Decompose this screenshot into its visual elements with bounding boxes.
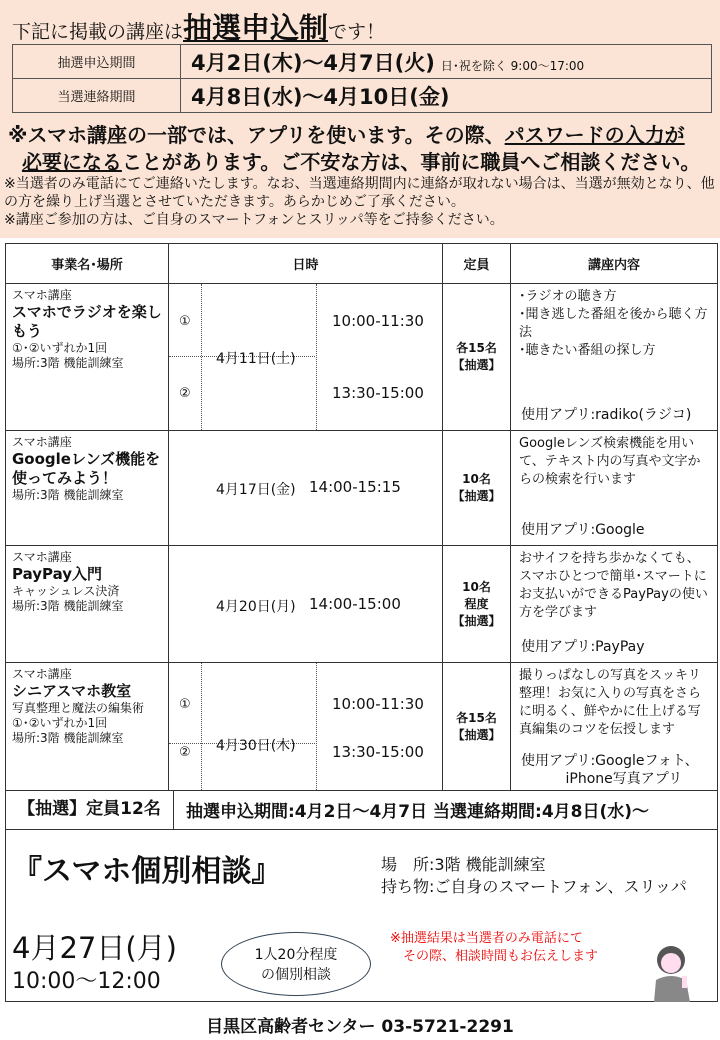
consult-lottery-bar: 【抽選】定員12名 抽選申込期間:4月2日〜4月7日 当選連絡期間:4月8日(水)〜: [5, 790, 718, 830]
table-row: スマホ講座 スマホでラジオを楽しもう ①･②いずれか1回 場所:3階 機能訓練室 ① ② 4月11日(土) 10:00-11:30 13:30-15:00 各15名 【抽選】 ･ラジオの聴き方 ･聞き逃した番組を後から聴く方法 ･聴きたい番組の探し方 使用アプリ:radiko(ラジコ): [6, 284, 718, 431]
period-table: 抽選申込期間 4月2日(木)〜4月7日(火) 日･祝を除く 9:00〜17:00 当選連絡期間 4月8日(水)〜4月10日(金): [12, 44, 712, 113]
password-warning: ※スマホ講座の一部では、アプリを使います。その際、パスワードの入力が 必要になることがあります。ご不安な方は、事前に職員へご相談ください。: [8, 123, 701, 174]
staff-illustration-icon: [646, 940, 696, 1002]
notes: ※当選者のみ電話にてご連絡いたします。なお、当選連絡期間内に連絡が取れない場合は、当選が無効となり、他の方を繰り上げ当選とさせていただきます。あらかじめご了承ください。 ※講座ご参加の方は、ご自身のスマートフォンとスリッパ等をご持参ください。: [4, 176, 715, 228]
table-row: スマホ講座 PayPay入門 キャッシュレス決済 場所:3階 機能訓練室 4月20日(月) 14:00-15:00 10名 程度 【抽選】 おサイフを持ち歩かなくても、スマホひとつで簡単･スマートにお支払いができるPayPayの使い方を学びます 使用アプリ:PayPay: [6, 546, 718, 663]
speech-bubble: 1人20分程度 の個別相談: [221, 932, 371, 996]
header-panel: [0, 0, 720, 238]
consult-title: 『スマホ個別相談』: [12, 854, 282, 889]
course-table: 事業名･場所 日時 定員 講座内容 スマホ講座 スマホでラジオを楽しもう ①･②いずれか1回 場所:3階 機能訓練室 ① ② 4月11日(土) 10:00-11:30 13:30-15:00 各15名 【抽選】 ･ラジオの聴き方 ･聞き逃した番組を後から聴く方法 ･聴きたい番組の探し方 使用アプリ:radiko(ラジコ) スマホ講座 Googleレンズ機能を使ってみよう！ 場所:3階 機能訓練室 4月17日(金) 14:00-15:15 10名 【抽選】 Googleレンズ検索機能を用いて、テキスト内の写真や文字からの検索を行います 使用アプリ:Google スマホ講座 PayPay入門 キャッシュレス決済 場所:3階 機能訓練室 4月20日(月) 14:00-15:00 10名 程度 【抽選】 おサイフを持ち歩かなくても、スマホひとつで簡単･スマートにお支払いができるPayPayの使い方を学びます 使用アプリ:PayPay スマホ講座 シニアスマホ教室 写真整理と魔法の編集術 ①･②いずれか1回 場所:3階 機能訓練室 ① ② 4月30日(木) 10:00-11:30 13:30-15:00 各15名 【抽選】 撮りっぱなしの写真をスッキリ整理！お気に入りの写真をさらに明るく、鮮やかに仕上げる写真編集のコツを伝授します 使用アプリ:Googleフォト、 iPhone写真アプリ: [5, 243, 718, 791]
table-row: スマホ講座 Googleレンズ機能を使ってみよう！ 場所:3階 機能訓練室 4月17日(金) 14:00-15:15 10名 【抽選】 Googleレンズ検索機能を用いて、テキスト内の写真や文字からの検索を行います 使用アプリ:Google: [6, 431, 718, 546]
footer-contact: 目黒区高齢者センター 03-5721-2291: [206, 1017, 514, 1037]
table-row: スマホ講座 シニアスマホ教室 写真整理と魔法の編集術 ①･②いずれか1回 場所:3階 機能訓練室 ① ② 4月30日(木) 10:00-11:30 13:30-15:00 各15名 【抽選】 撮りっぱなしの写真をスッキリ整理！お気に入りの写真をさらに明るく、鮮やかに仕上げる写真編集のコツを伝授します 使用アプリ:Googleフォト、 iPhone写真アプリ: [6, 663, 718, 791]
consult-box: 『スマホ個別相談』 4月27日(月) 10:00〜12:00 1人20分程度 の個別相談 場 所:3階 機能訓練室 持ち物:ご自身のスマートフォン、スリッパ ※抽選結果は当選者のみ電話にて その際、相談時間もお伝えします: [5, 830, 718, 1002]
headline: 下記に掲載の講座は抽選申込制です！: [12, 11, 386, 45]
